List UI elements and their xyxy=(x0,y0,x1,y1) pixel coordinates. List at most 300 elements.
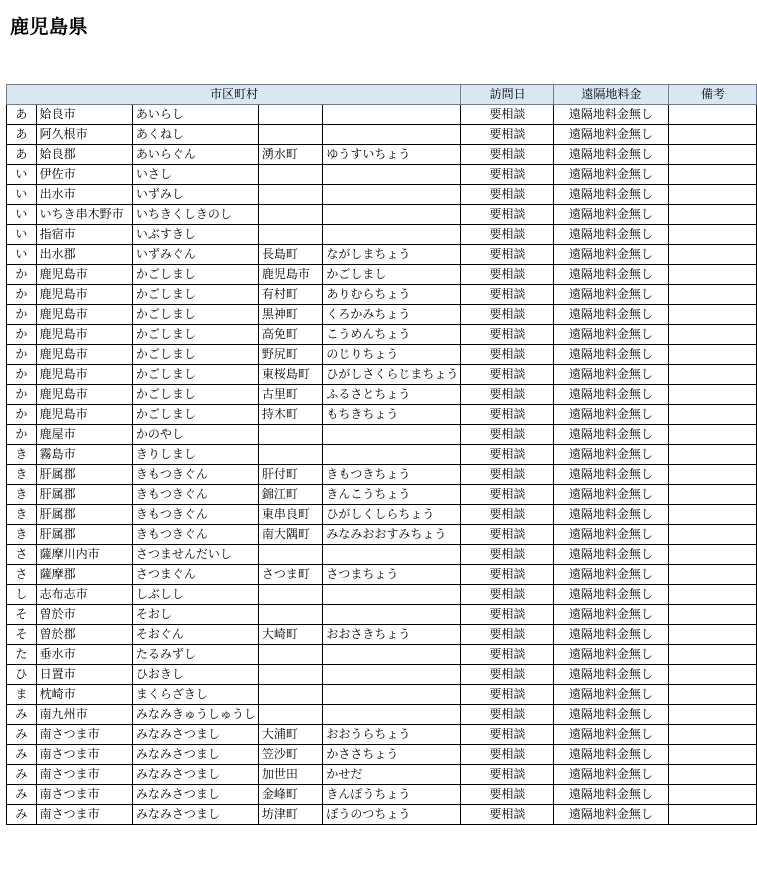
notes-cell xyxy=(669,165,757,185)
table-row xyxy=(7,345,757,365)
town-cell: 金峰町 xyxy=(258,785,323,805)
city-cell: 肝属郡 xyxy=(36,525,132,545)
city-cell: 伊佐市 xyxy=(36,165,132,185)
kana-cell: か xyxy=(7,345,37,365)
kana-cell: み xyxy=(7,805,37,825)
town-reading-cell: もちきちょう xyxy=(323,405,461,425)
header-fee: 遠隔地料金 xyxy=(553,85,668,105)
town-cell xyxy=(258,705,323,725)
table-row xyxy=(7,225,757,245)
table-row xyxy=(7,145,757,165)
table-row xyxy=(7,245,757,265)
notes-cell xyxy=(669,225,757,245)
town-cell: さつま町 xyxy=(258,565,323,585)
visit-cell: 要相談 xyxy=(461,625,553,645)
fee-cell: 遠隔地料金無し xyxy=(553,445,668,465)
visit-cell: 要相談 xyxy=(461,465,553,485)
town-reading-cell: きんぽうちょう xyxy=(323,785,461,805)
table-row xyxy=(7,185,757,205)
notes-cell xyxy=(669,665,757,685)
visit-cell: 要相談 xyxy=(461,325,553,345)
town-reading-cell xyxy=(323,185,461,205)
notes-cell xyxy=(669,585,757,605)
town-cell: 錦江町 xyxy=(258,485,323,505)
kana-cell: い xyxy=(7,165,37,185)
fee-cell: 遠隔地料金無し xyxy=(553,425,668,445)
city-reading-cell: いずみぐん xyxy=(132,245,258,265)
town-cell xyxy=(258,125,323,145)
table-row xyxy=(7,405,757,425)
fee-cell: 遠隔地料金無し xyxy=(553,465,668,485)
city-cell: 鹿児島市 xyxy=(36,325,132,345)
header-municipality: 市区町村 xyxy=(7,85,461,105)
city-reading-cell: あいらぐん xyxy=(132,145,258,165)
kana-cell: か xyxy=(7,265,37,285)
city-cell: 肝属郡 xyxy=(36,505,132,525)
table-row xyxy=(7,445,757,465)
fee-cell: 遠隔地料金無し xyxy=(553,325,668,345)
town-reading-cell: ひがしさくらじまちょう xyxy=(323,365,461,385)
notes-cell xyxy=(669,605,757,625)
kana-cell: か xyxy=(7,365,37,385)
table-row xyxy=(7,385,757,405)
city-cell: 指宿市 xyxy=(36,225,132,245)
city-reading-cell: そおし xyxy=(132,605,258,625)
city-reading-cell: いさし xyxy=(132,165,258,185)
notes-cell xyxy=(669,505,757,525)
town-cell: 湧水町 xyxy=(258,145,323,165)
city-cell: 南九州市 xyxy=(36,705,132,725)
city-reading-cell: みなみさつまし xyxy=(132,745,258,765)
town-reading-cell xyxy=(323,445,461,465)
notes-cell xyxy=(669,345,757,365)
visit-cell: 要相談 xyxy=(461,285,553,305)
notes-cell xyxy=(669,685,757,705)
city-cell: 姶良郡 xyxy=(36,145,132,165)
fee-cell: 遠隔地料金無し xyxy=(553,645,668,665)
city-cell: いちき串木野市 xyxy=(36,205,132,225)
town-reading-cell: ながしまちょう xyxy=(323,245,461,265)
city-cell: 肝属郡 xyxy=(36,485,132,505)
table-row xyxy=(7,805,757,825)
fee-cell: 遠隔地料金無し xyxy=(553,485,668,505)
fee-cell: 遠隔地料金無し xyxy=(553,285,668,305)
fee-cell: 遠隔地料金無し xyxy=(553,625,668,645)
visit-cell: 要相談 xyxy=(461,345,553,365)
notes-cell xyxy=(669,725,757,745)
notes-cell xyxy=(669,485,757,505)
city-cell: 霧島市 xyxy=(36,445,132,465)
town-cell: 大崎町 xyxy=(258,625,323,645)
city-reading-cell: しぶしし xyxy=(132,585,258,605)
fee-cell: 遠隔地料金無し xyxy=(553,605,668,625)
town-reading-cell: くろかみちょう xyxy=(323,305,461,325)
city-reading-cell: きもつきぐん xyxy=(132,525,258,545)
city-reading-cell: かごしまし xyxy=(132,325,258,345)
town-reading-cell: かせだ xyxy=(323,765,461,785)
visit-cell: 要相談 xyxy=(461,225,553,245)
kana-cell: そ xyxy=(7,625,37,645)
city-reading-cell: まくらざきし xyxy=(132,685,258,705)
city-reading-cell: きもつきぐん xyxy=(132,465,258,485)
notes-cell xyxy=(669,645,757,665)
notes-cell xyxy=(669,305,757,325)
fee-cell: 遠隔地料金無し xyxy=(553,185,668,205)
table-row xyxy=(7,505,757,525)
notes-cell xyxy=(669,105,757,125)
city-cell: 薩摩郡 xyxy=(36,565,132,585)
kana-cell: か xyxy=(7,385,37,405)
city-reading-cell: かのやし xyxy=(132,425,258,445)
notes-cell xyxy=(669,365,757,385)
city-cell: 鹿児島市 xyxy=(36,365,132,385)
city-cell: 鹿児島市 xyxy=(36,385,132,405)
table-row xyxy=(7,625,757,645)
town-cell xyxy=(258,665,323,685)
visit-cell: 要相談 xyxy=(461,725,553,745)
city-reading-cell: あいらし xyxy=(132,105,258,125)
town-cell: 高免町 xyxy=(258,325,323,345)
city-reading-cell: いちきくしきのし xyxy=(132,205,258,225)
visit-cell: 要相談 xyxy=(461,705,553,725)
visit-cell: 要相談 xyxy=(461,745,553,765)
town-reading-cell xyxy=(323,225,461,245)
city-cell: 出水市 xyxy=(36,185,132,205)
kana-cell: か xyxy=(7,305,37,325)
visit-cell: 要相談 xyxy=(461,585,553,605)
table-row xyxy=(7,325,757,345)
town-reading-cell: きもつきちょう xyxy=(323,465,461,485)
town-cell xyxy=(258,605,323,625)
city-reading-cell: いずみし xyxy=(132,185,258,205)
notes-cell xyxy=(669,425,757,445)
visit-cell: 要相談 xyxy=(461,445,553,465)
city-cell: 垂水市 xyxy=(36,645,132,665)
town-cell: 有村町 xyxy=(258,285,323,305)
kana-cell: し xyxy=(7,585,37,605)
town-cell xyxy=(258,165,323,185)
town-reading-cell: ありむらちょう xyxy=(323,285,461,305)
table-row xyxy=(7,705,757,725)
notes-cell xyxy=(669,805,757,825)
kana-cell: か xyxy=(7,325,37,345)
town-cell: 笠沙町 xyxy=(258,745,323,765)
city-reading-cell: いぶすきし xyxy=(132,225,258,245)
town-cell: 野尻町 xyxy=(258,345,323,365)
table-row xyxy=(7,725,757,745)
fee-cell: 遠隔地料金無し xyxy=(553,145,668,165)
table-row xyxy=(7,645,757,665)
kana-cell: き xyxy=(7,485,37,505)
town-cell: 加世田 xyxy=(258,765,323,785)
town-reading-cell xyxy=(323,205,461,225)
fee-cell: 遠隔地料金無し xyxy=(553,205,668,225)
town-cell: 大浦町 xyxy=(258,725,323,745)
kana-cell: ま xyxy=(7,685,37,705)
town-cell xyxy=(258,545,323,565)
fee-cell: 遠隔地料金無し xyxy=(553,585,668,605)
fee-cell: 遠隔地料金無し xyxy=(553,765,668,785)
kana-cell: あ xyxy=(7,145,37,165)
visit-cell: 要相談 xyxy=(461,785,553,805)
town-reading-cell xyxy=(323,665,461,685)
city-cell: 鹿児島市 xyxy=(36,345,132,365)
kana-cell: さ xyxy=(7,565,37,585)
notes-cell xyxy=(669,565,757,585)
fee-cell: 遠隔地料金無し xyxy=(553,105,668,125)
city-cell: 南さつま市 xyxy=(36,765,132,785)
visit-cell: 要相談 xyxy=(461,565,553,585)
visit-cell: 要相談 xyxy=(461,505,553,525)
visit-cell: 要相談 xyxy=(461,365,553,385)
table-row xyxy=(7,785,757,805)
notes-cell xyxy=(669,245,757,265)
visit-cell: 要相談 xyxy=(461,805,553,825)
fee-cell: 遠隔地料金無し xyxy=(553,525,668,545)
fee-cell: 遠隔地料金無し xyxy=(553,345,668,365)
town-reading-cell xyxy=(323,645,461,665)
town-cell: 坊津町 xyxy=(258,805,323,825)
city-reading-cell: さつまぐん xyxy=(132,565,258,585)
kana-cell: そ xyxy=(7,605,37,625)
town-reading-cell: おおさきちょう xyxy=(323,625,461,645)
table-row xyxy=(7,305,757,325)
fee-cell: 遠隔地料金無し xyxy=(553,545,668,565)
kana-cell: た xyxy=(7,645,37,665)
fee-cell: 遠隔地料金無し xyxy=(553,165,668,185)
visit-cell: 要相談 xyxy=(461,265,553,285)
kana-cell: ひ xyxy=(7,665,37,685)
visit-cell: 要相談 xyxy=(461,525,553,545)
city-reading-cell: たるみずし xyxy=(132,645,258,665)
town-reading-cell: おおうらちょう xyxy=(323,725,461,745)
town-cell xyxy=(258,105,323,125)
fee-cell: 遠隔地料金無し xyxy=(553,565,668,585)
town-cell xyxy=(258,205,323,225)
city-cell: 曽於郡 xyxy=(36,625,132,645)
visit-cell: 要相談 xyxy=(461,665,553,685)
fee-cell: 遠隔地料金無し xyxy=(553,385,668,405)
notes-cell xyxy=(669,205,757,225)
fee-cell: 遠隔地料金無し xyxy=(553,805,668,825)
city-cell: 出水郡 xyxy=(36,245,132,265)
city-cell: 鹿児島市 xyxy=(36,285,132,305)
city-reading-cell: かごしまし xyxy=(132,305,258,325)
town-cell: 肝付町 xyxy=(258,465,323,485)
header-visit: 訪問日 xyxy=(461,85,553,105)
town-cell: 長島町 xyxy=(258,245,323,265)
fee-cell: 遠隔地料金無し xyxy=(553,505,668,525)
visit-cell: 要相談 xyxy=(461,245,553,265)
table-body xyxy=(7,105,757,825)
kana-cell: さ xyxy=(7,545,37,565)
fee-cell: 遠隔地料金無し xyxy=(553,725,668,745)
city-reading-cell: きもつきぐん xyxy=(132,505,258,525)
town-reading-cell: みなみおおすみちょう xyxy=(323,525,461,545)
city-reading-cell: かごしまし xyxy=(132,405,258,425)
visit-cell: 要相談 xyxy=(461,545,553,565)
table-row xyxy=(7,125,757,145)
town-cell: 黒神町 xyxy=(258,305,323,325)
notes-cell xyxy=(669,525,757,545)
kana-cell: い xyxy=(7,185,37,205)
town-reading-cell xyxy=(323,705,461,725)
town-cell xyxy=(258,185,323,205)
city-reading-cell: みなみさつまし xyxy=(132,765,258,785)
town-reading-cell: ゆうすいちょう xyxy=(323,145,461,165)
fee-cell: 遠隔地料金無し xyxy=(553,745,668,765)
fee-cell: 遠隔地料金無し xyxy=(553,305,668,325)
visit-cell: 要相談 xyxy=(461,125,553,145)
city-cell: 鹿児島市 xyxy=(36,265,132,285)
table-row xyxy=(7,585,757,605)
city-cell: 志布志市 xyxy=(36,585,132,605)
city-cell: 南さつま市 xyxy=(36,805,132,825)
page-title: 鹿児島県 xyxy=(10,16,89,38)
town-reading-cell: ひがしくしらちょう xyxy=(323,505,461,525)
table-row xyxy=(7,485,757,505)
town-reading-cell xyxy=(323,165,461,185)
city-cell: 枕崎市 xyxy=(36,685,132,705)
kana-cell: か xyxy=(7,285,37,305)
city-reading-cell: ひおきし xyxy=(132,665,258,685)
kana-cell: あ xyxy=(7,125,37,145)
kana-cell: き xyxy=(7,445,37,465)
city-cell: 鹿児島市 xyxy=(36,305,132,325)
notes-cell xyxy=(669,185,757,205)
fee-cell: 遠隔地料金無し xyxy=(553,685,668,705)
table-row xyxy=(7,285,757,305)
city-cell: 南さつま市 xyxy=(36,725,132,745)
town-reading-cell: ぼうのつちょう xyxy=(323,805,461,825)
notes-cell xyxy=(669,145,757,165)
table-row xyxy=(7,665,757,685)
notes-cell xyxy=(669,385,757,405)
city-reading-cell: みなみさつまし xyxy=(132,785,258,805)
city-cell: 日置市 xyxy=(36,665,132,685)
kana-cell: い xyxy=(7,205,37,225)
city-reading-cell: かごしまし xyxy=(132,385,258,405)
header-row xyxy=(7,85,757,105)
city-reading-cell: かごしまし xyxy=(132,265,258,285)
kana-cell: い xyxy=(7,225,37,245)
fee-cell: 遠隔地料金無し xyxy=(553,125,668,145)
city-reading-cell: みなみきゅうしゅうし xyxy=(132,705,258,725)
town-reading-cell xyxy=(323,585,461,605)
table-row xyxy=(7,105,757,125)
visit-cell: 要相談 xyxy=(461,105,553,125)
table-row xyxy=(7,425,757,445)
city-cell: 姶良市 xyxy=(36,105,132,125)
notes-cell xyxy=(669,445,757,465)
visit-cell: 要相談 xyxy=(461,605,553,625)
city-cell: 薩摩川内市 xyxy=(36,545,132,565)
table-row xyxy=(7,265,757,285)
city-cell: 南さつま市 xyxy=(36,785,132,805)
kana-cell: み xyxy=(7,745,37,765)
notes-cell xyxy=(669,265,757,285)
city-cell: 肝属郡 xyxy=(36,465,132,485)
city-reading-cell: みなみさつまし xyxy=(132,805,258,825)
visit-cell: 要相談 xyxy=(461,385,553,405)
town-cell: 東串良町 xyxy=(258,505,323,525)
table-row xyxy=(7,205,757,225)
city-reading-cell: きりしまし xyxy=(132,445,258,465)
fee-cell: 遠隔地料金無し xyxy=(553,785,668,805)
town-reading-cell: さつまちょう xyxy=(323,565,461,585)
table-row xyxy=(7,685,757,705)
town-reading-cell: ふるさとちょう xyxy=(323,385,461,405)
notes-cell xyxy=(669,125,757,145)
notes-cell xyxy=(669,705,757,725)
city-reading-cell: そおぐん xyxy=(132,625,258,645)
notes-cell xyxy=(669,405,757,425)
table-row xyxy=(7,565,757,585)
city-reading-cell: かごしまし xyxy=(132,285,258,305)
town-cell: 鹿児島市 xyxy=(258,265,323,285)
visit-cell: 要相談 xyxy=(461,685,553,705)
kana-cell: か xyxy=(7,405,37,425)
kana-cell: み xyxy=(7,785,37,805)
town-cell: 持木町 xyxy=(258,405,323,425)
kana-cell: あ xyxy=(7,105,37,125)
kana-cell: か xyxy=(7,425,37,445)
visit-cell: 要相談 xyxy=(461,145,553,165)
city-reading-cell: きもつきぐん xyxy=(132,485,258,505)
fee-cell: 遠隔地料金無し xyxy=(553,225,668,245)
town-cell: 古里町 xyxy=(258,385,323,405)
town-cell xyxy=(258,585,323,605)
kana-cell: み xyxy=(7,765,37,785)
table-row xyxy=(7,525,757,545)
town-reading-cell xyxy=(323,545,461,565)
table-row xyxy=(7,465,757,485)
kana-cell: み xyxy=(7,725,37,745)
city-reading-cell: あくねし xyxy=(132,125,258,145)
notes-cell xyxy=(669,285,757,305)
town-reading-cell xyxy=(323,425,461,445)
visit-cell: 要相談 xyxy=(461,405,553,425)
town-reading-cell xyxy=(323,125,461,145)
fee-cell: 遠隔地料金無し xyxy=(553,405,668,425)
city-reading-cell: かごしまし xyxy=(132,345,258,365)
town-cell xyxy=(258,445,323,465)
town-reading-cell xyxy=(323,685,461,705)
visit-cell: 要相談 xyxy=(461,305,553,325)
town-reading-cell: こうめんちょう xyxy=(323,325,461,345)
visit-cell: 要相談 xyxy=(461,765,553,785)
kana-cell: き xyxy=(7,465,37,485)
visit-cell: 要相談 xyxy=(461,165,553,185)
municipality-table xyxy=(6,84,757,825)
notes-cell xyxy=(669,765,757,785)
fee-cell: 遠隔地料金無し xyxy=(553,365,668,385)
fee-cell: 遠隔地料金無し xyxy=(553,245,668,265)
town-cell: 東桜島町 xyxy=(258,365,323,385)
city-cell: 阿久根市 xyxy=(36,125,132,145)
kana-cell: き xyxy=(7,525,37,545)
notes-cell xyxy=(669,745,757,765)
town-cell xyxy=(258,225,323,245)
city-cell: 鹿児島市 xyxy=(36,405,132,425)
fee-cell: 遠隔地料金無し xyxy=(553,705,668,725)
notes-cell xyxy=(669,625,757,645)
town-cell: 南大隅町 xyxy=(258,525,323,545)
notes-cell xyxy=(669,465,757,485)
table-row xyxy=(7,365,757,385)
city-cell: 曽於市 xyxy=(36,605,132,625)
visit-cell: 要相談 xyxy=(461,185,553,205)
